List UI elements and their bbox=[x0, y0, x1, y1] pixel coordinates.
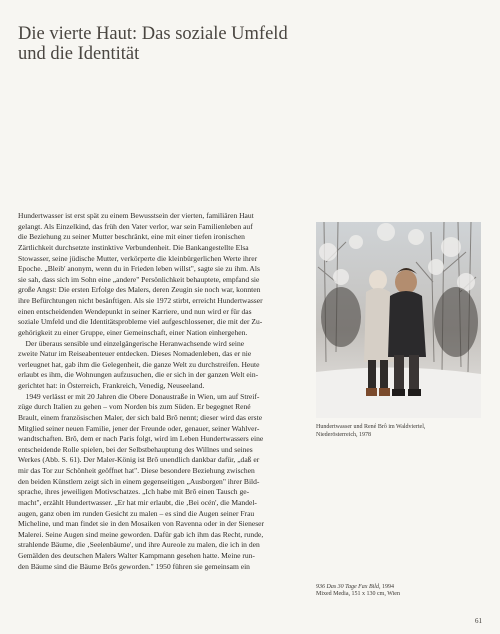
artwork-caption-title-line bbox=[316, 584, 486, 591]
body-line: große Angst: Die ersten Erfolge des Malers, deren Zeugin sie noch war, konnten bbox=[18, 285, 261, 295]
artwork-title: 936 Das 30 Tage Fax Bild, bbox=[316, 584, 381, 590]
body-line: einen entscheidenden Wendepunkt in seiner Karriere, und nun wird er für das bbox=[18, 306, 252, 316]
body-line: gehörigkeit zu einer Gruppe, einer Gemeinschaft, einer Nation einhergehen. bbox=[18, 327, 248, 337]
body-line: ihre Befürchtungen nicht besänftigen. Als sie 1972 stirbt, erreicht Hundertwasser bbox=[18, 296, 263, 305]
body-line: Malerei. Seine Augen sind meine geworden. Dafür gab ich ihm das Recht, runde, bbox=[18, 529, 264, 539]
artwork-caption bbox=[316, 584, 486, 599]
body-line: macht", erzählt Hundertwasser. „Er hat mir erlaubt, die ‚Bei océn', die Mandel- bbox=[18, 497, 257, 507]
body-line: sprache, ihres jeweiligen Motivschatzes. „Ich habe mit Brô einen Tausch ge- bbox=[18, 487, 250, 497]
photo-caption bbox=[316, 424, 486, 439]
body-line: Epoche. „Bleib' anonym, wenn du in Frieden leben willst", sagte sie zu ihm. Als bbox=[18, 264, 260, 274]
body-line: entscheidende Rolle spielen, bei der Selbstbehauptung des Willnes und seines bbox=[18, 444, 253, 454]
body-line: augen, ganz oben im runden Gesicht zu malen – es sind die Augen seiner Frau bbox=[18, 508, 255, 518]
body-line: Micheline, und man findet sie in den Mosaiken von Ravenna oder in der Sieneser bbox=[18, 519, 265, 529]
body-line: erlaubt es ihm, die Wohnungen aufzusuchen, die er sich in der ganzen Welt ein- bbox=[18, 370, 259, 380]
body-line: sie sah, dass sich im Sohn eine „andere" Persönlichkeit behauptete, empfand sie bbox=[18, 274, 260, 284]
photo-illustration bbox=[316, 222, 481, 418]
photo-caption-line-2: Niederösterreich, 1978 bbox=[316, 431, 371, 438]
body-line: 1949 verlässt er mit 20 Jahren die Obere Donaustraße in Wien, um auf Streif- bbox=[18, 391, 260, 401]
artwork-medium: Mixed Media, 151 x 130 cm, Wien bbox=[316, 591, 400, 598]
body-line: Werkes (Abb. S. 61). Der Maler-König ist Brô unendlich dankbar dafür, „daß er bbox=[18, 455, 260, 465]
chapter-title-line-2: und die Identität bbox=[18, 44, 140, 64]
body-line: verleugnet hat, gab ihm die Gelegenheit, die ganze Welt zu durchstreifen. Heute bbox=[18, 359, 260, 369]
body-line: wandtschaften. Brô, dem er nach Paris folgt, wird im Leben Hundertwassers eine bbox=[18, 434, 264, 444]
body-line: Der überaus sensible und einzelgängerische Heranwachsende wird seine bbox=[18, 338, 245, 348]
body-line: strahlende Bäume, die ‚Seelenbäume', und ihre Aureole zu malen, die ich in den bbox=[18, 540, 260, 550]
body-line: Stowasser, seine jüdische Mutter, verkörperte die kleinbürgerlichen Werte ihrer bbox=[18, 253, 258, 263]
chapter-title-line-1: Die vierte Haut: Das soziale Umfeld bbox=[18, 24, 288, 44]
body-line: züge durch Italien zu gehen – vom Norden bis zum Süden. Er begegnet René bbox=[18, 402, 251, 412]
body-text bbox=[18, 211, 310, 572]
body-line: mir das Tor zur Schönheit geöffnet hat". Diese besondere Beziehung zwischen bbox=[18, 466, 255, 475]
body-line: Mitglied seiner neuen Familie, jener der Freunde oder, genauer, seiner Wahlver- bbox=[18, 423, 260, 433]
body-line: zweite Natur im Reiseabenteuer entdecken. Dieses Nomadenleben, das er nie bbox=[18, 349, 252, 359]
body-line: den Bäume sind die Bäume Brôs geworden." 1950 führen sie gemeinsam ein bbox=[18, 561, 250, 571]
body-line: Brault, einem französischen Maler, der sich bald Brô nennt; dieser wird das erste bbox=[18, 412, 263, 422]
body-line: soziale Umfeld und die Identitätsprobleme viel aufgeschlossener, die mit der Zu- bbox=[18, 317, 263, 327]
body-line: gerichtet hat: in Österreich, Frankreich, Venedig, Neuseeland. bbox=[18, 381, 205, 390]
page-number: 61 bbox=[475, 617, 482, 625]
photo-caption-line-1: Hundertwasser und René Brô im Waldviertel, bbox=[316, 424, 426, 430]
body-line: die Beziehung zu seiner Mutter beschränkt, eine mit einer tiefen ironischen bbox=[18, 232, 245, 242]
body-line: Gemälden des deutschen Malers Walter Kampmann gesehen hatte. Meine run- bbox=[18, 551, 255, 560]
artwork-year: 1994 bbox=[380, 584, 394, 590]
body-line: den beiden Künstlern zeigt sich in einem gegenseitigen „Ausborgen" ihrer Bild- bbox=[18, 476, 260, 486]
photo-hundertwasser-and-bro bbox=[316, 222, 481, 418]
body-line: Zärtlichkeit durchsetzte instinktive Verbundenheit. Die Bankangestellte Elsa bbox=[18, 242, 249, 252]
body-line: Hundertwasser ist erst spät zu einem Bewusstsein der vierten, familiären Haut bbox=[18, 211, 254, 220]
body-line: gelangt. Als Einzelkind, das früh den Vater verlor, war sein Familienleben auf bbox=[18, 221, 253, 231]
chapter-title bbox=[18, 24, 348, 64]
